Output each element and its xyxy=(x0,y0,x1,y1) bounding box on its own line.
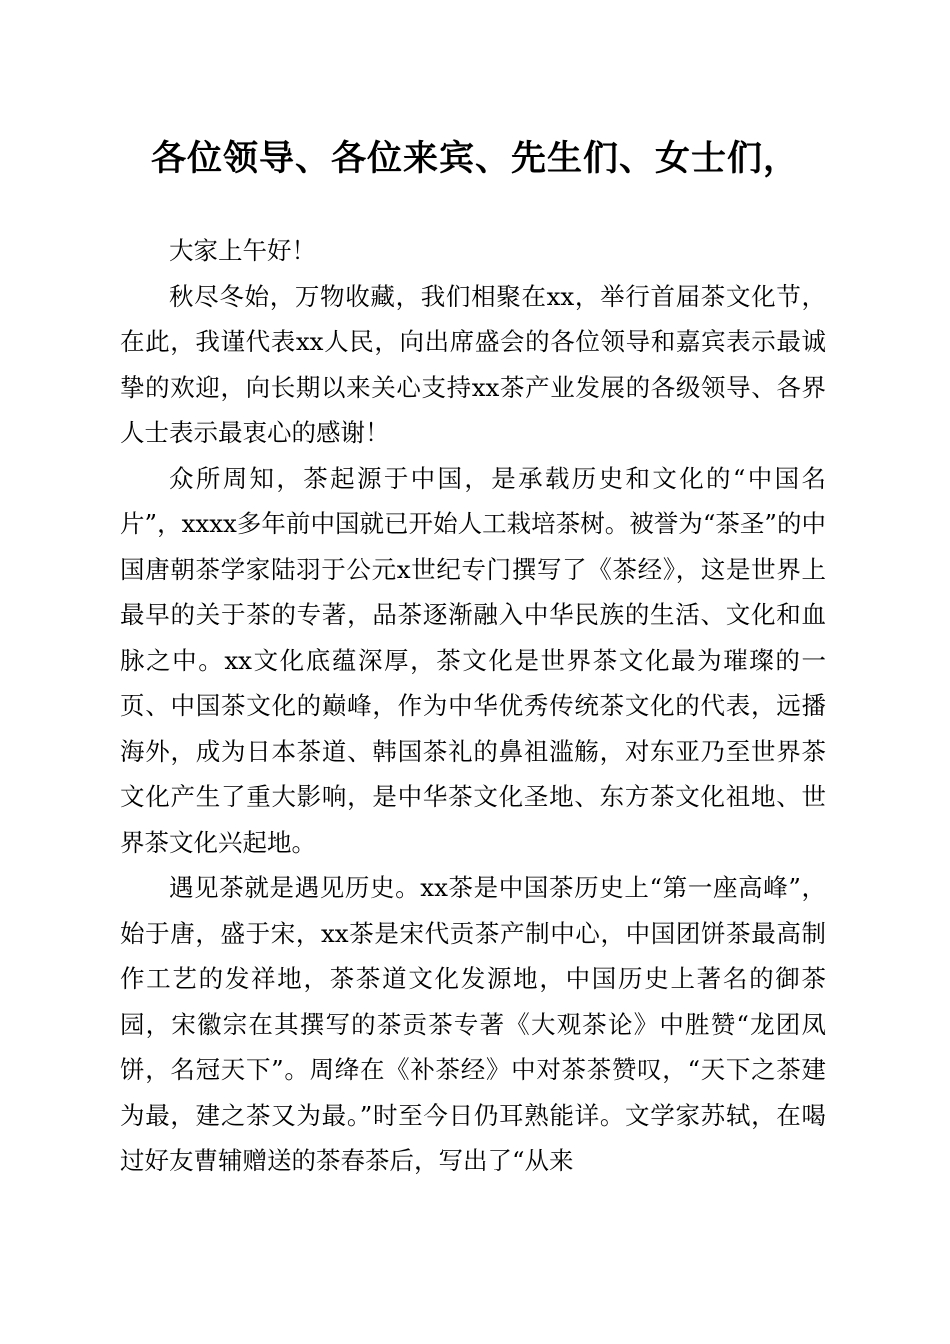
speech-body xyxy=(120,228,826,1184)
paragraph-welcome: 秋尽冬始，万物收藏，我们相聚在xx，举行首届茶文化节，在此，我谨代表xx人民，向出席盛会的各位领导和嘉宾表示最诚挚的欢迎，向长期以来关心支持xx茶产业发展的各级领导、各界人士表示最衷心的感谢！ xyxy=(120,281,826,447)
paragraph-tea-origin: 众所周知，茶起源于中国，是承载历史和文化的“中国名片”，xxxx多年前中国就已开始人工栽培茶树。被誉为“茶圣”的中国唐朝茶学家陆羽于公元x世纪专门撰写了《茶经》，这是世界上最早的关于茶的专著，品茶逐渐融入中华民族的生活、文化和血脉之中。xx文化底蕴深厚，茶文化是世界茶文化最为璀璨的一页、中国茶文化的巅峰，作为中华优秀传统茶文化的代表，远播海外，成为日本茶道、韩国茶礼的鼻祖滥觞，对东亚乃至世界茶文化产生了重大影响，是中华茶文化圣地、东方茶文化祖地、世界茶文化兴起地。 xyxy=(120,463,826,857)
paragraph-greeting: 大家上午好！ xyxy=(169,236,316,265)
salutation-heading: 各位领导、各位来宾、先生们、女士们， xyxy=(150,138,799,179)
paragraph-tea-history: 遇见茶就是遇见历史。xx茶是中国茶历史上“第一座高峰”，始于唐，盛于宋，xx茶是宋代贡茶产制中心，中国团饼茶最高制作工艺的发祥地，茶茶道文化发源地，中国历史上著名的御茶园，宋徽宗在其撰写的茶贡茶专著《大观茶论》中胜赞“龙团凤饼，名冠天下”。周绛在《补茶经》中对茶茶赞叹，“天下之茶建为最，建之茶又为最。”时至今日仍耳熟能详。文学家苏轼，在喝过好友曹辅赠送的茶春茶后，写出了“从来 xyxy=(120,873,826,1175)
